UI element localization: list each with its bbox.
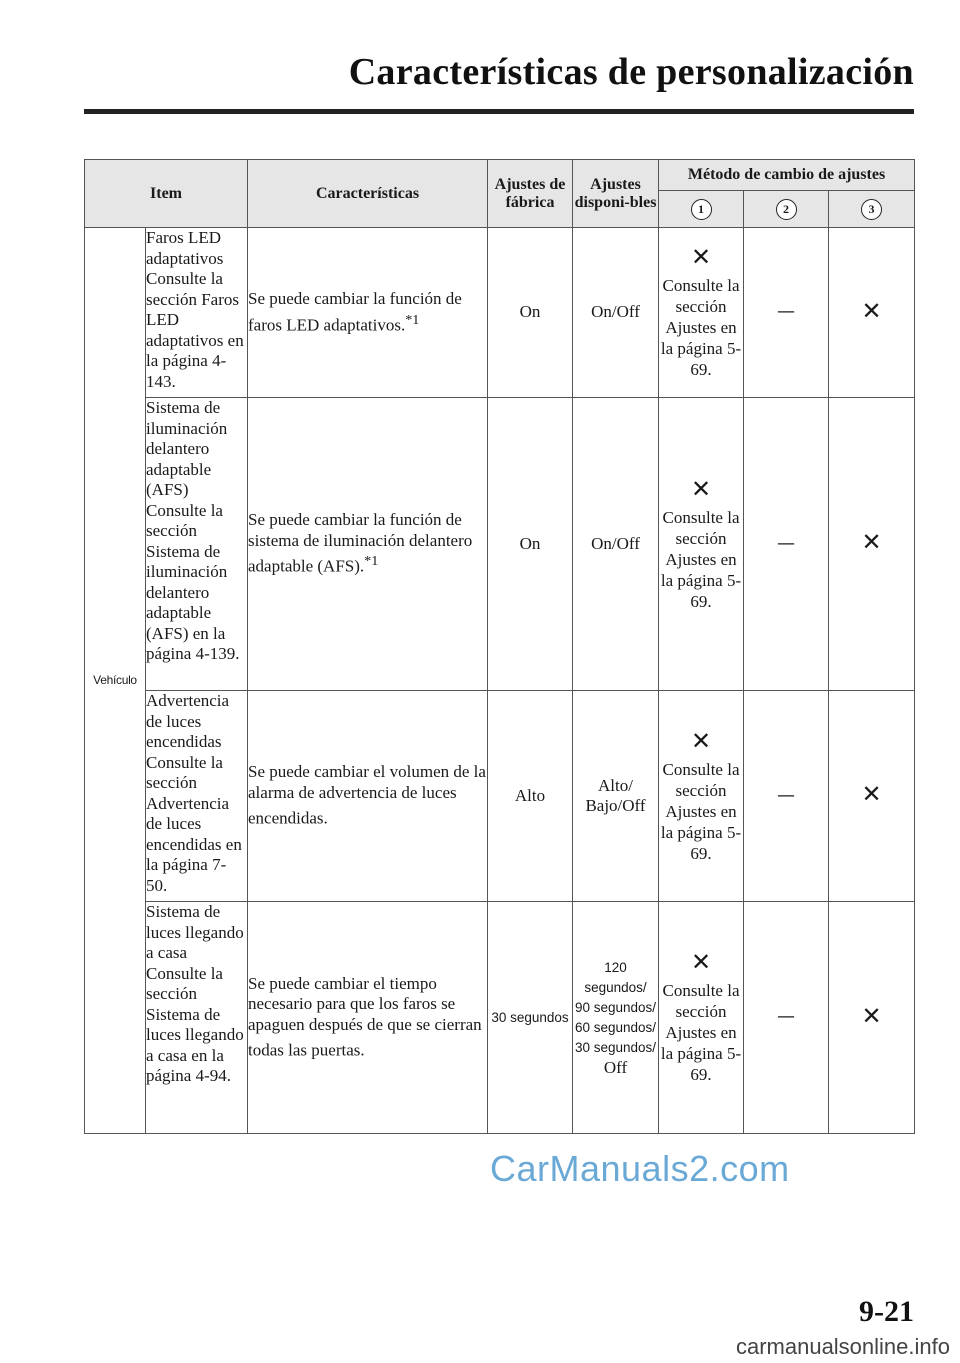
dash-icon: — (777, 1006, 796, 1028)
group-label: Vehículo (85, 228, 146, 1134)
available-cell: Alto/ Bajo/Off (573, 691, 659, 902)
method3-cell (829, 902, 915, 1134)
available-cell: On/Off (573, 228, 659, 398)
cross-icon: ✕ (690, 948, 712, 976)
table-row (85, 228, 915, 398)
available-cell: 120 segundos/ 90 segundos/ 60 segundos/ 30 segundos/ Off (573, 902, 659, 1134)
header-method-1 (659, 191, 744, 228)
method3-cell (829, 398, 915, 691)
table-row (85, 398, 915, 691)
item-cell: Faros LED adaptativos Consulte la sección Faros LED adaptativos en la página 4-143. (146, 228, 248, 398)
factory-cell: Alto (488, 691, 573, 902)
page-title: Características de personalización (348, 51, 914, 93)
feature-cell: Se puede cambiar el volumen de la alarma de advertencia de luces encendidas. (248, 691, 488, 902)
watermark-link[interactable]: CarManuals2.com (490, 1148, 790, 1189)
footnote-mark: *1 (405, 311, 420, 328)
cross-icon: ✕ (690, 726, 712, 755)
feature-cell: Se puede cambiar la función de faros LED adaptativos.$^{*1}$ (248, 228, 488, 398)
method2-cell (744, 398, 829, 691)
method1-cell: ✕ Consulte la sección Ajustes en la página 5-69. (659, 228, 744, 398)
cross-icon: ✕ (861, 780, 882, 809)
dash-icon: — (777, 301, 796, 323)
dash-icon: — (777, 784, 796, 806)
page-number: 9-21 (859, 1295, 914, 1328)
header-caracteristicas: Características (248, 160, 488, 228)
factory-cell: On (488, 398, 573, 691)
item-cell: Sistema de luces llegando a casa Consulte la sección Sistema de luces llegando a casa en la página 4-94. (146, 902, 248, 1134)
method2-cell (744, 691, 829, 902)
cross-icon: ✕ (690, 474, 712, 503)
number-2-icon: 2 (776, 199, 797, 220)
method2-cell (744, 228, 829, 398)
table-row (85, 902, 915, 1134)
table-row (85, 691, 915, 902)
available-cell: On/Off (573, 398, 659, 691)
number-3-icon: 3 (861, 199, 882, 220)
method1-cell: ✕ Consulte la sección Ajustes en la página 5-69. (659, 398, 744, 691)
feature-cell: Se puede cambiar la función de sistema de iluminación delantero adaptable (AFS).$^{*1}$ (248, 398, 488, 691)
cross-icon: ✕ (861, 296, 882, 325)
item-cell: Advertencia de luces encendidas Consulte la sección Advertencia de luces encendidas en la página 7-50. (146, 691, 248, 902)
footer-site-link[interactable]: carmanualsonline.info (735, 1334, 950, 1359)
method1-cell: ✕ Consulte la sección Ajustes en la página 5-69. (659, 902, 744, 1134)
factory-cell: On (488, 228, 573, 398)
title-divider (84, 109, 914, 114)
header-metodo: Método de cambio de ajustes (659, 160, 915, 191)
cross-icon: ✕ (690, 243, 712, 271)
feature-cell: Se puede cambiar el tiempo necesario para que los faros se apaguen después de que se cierran todas las puertas. (248, 902, 488, 1134)
footnote-mark: *1 (364, 553, 379, 570)
method3-cell (829, 228, 915, 398)
header-item: Item (85, 160, 248, 228)
method3-cell (829, 691, 915, 902)
method2-cell (744, 902, 829, 1134)
method1-cell: ✕ Consulte la sección Ajustes en la página 5-69. (659, 691, 744, 902)
header-method-3 (829, 191, 915, 228)
header-ajustes-fabrica: Ajustes de fábrica (488, 160, 573, 228)
customization-table (84, 159, 915, 1134)
cross-icon: ✕ (861, 528, 882, 557)
header-ajustes-disponibles: Ajustes disponi-bles (573, 160, 659, 228)
item-cell: Sistema de iluminación delantero adaptable (AFS) Consulte la sección Sistema de iluminación delantero adaptable (AFS) en la página 4-139. (146, 398, 248, 691)
number-1-icon: 1 (691, 199, 712, 220)
dash-icon: — (777, 532, 796, 554)
factory-cell: 30 segundos (488, 902, 573, 1134)
header-method-2 (744, 191, 829, 228)
cross-icon: ✕ (861, 1001, 882, 1030)
